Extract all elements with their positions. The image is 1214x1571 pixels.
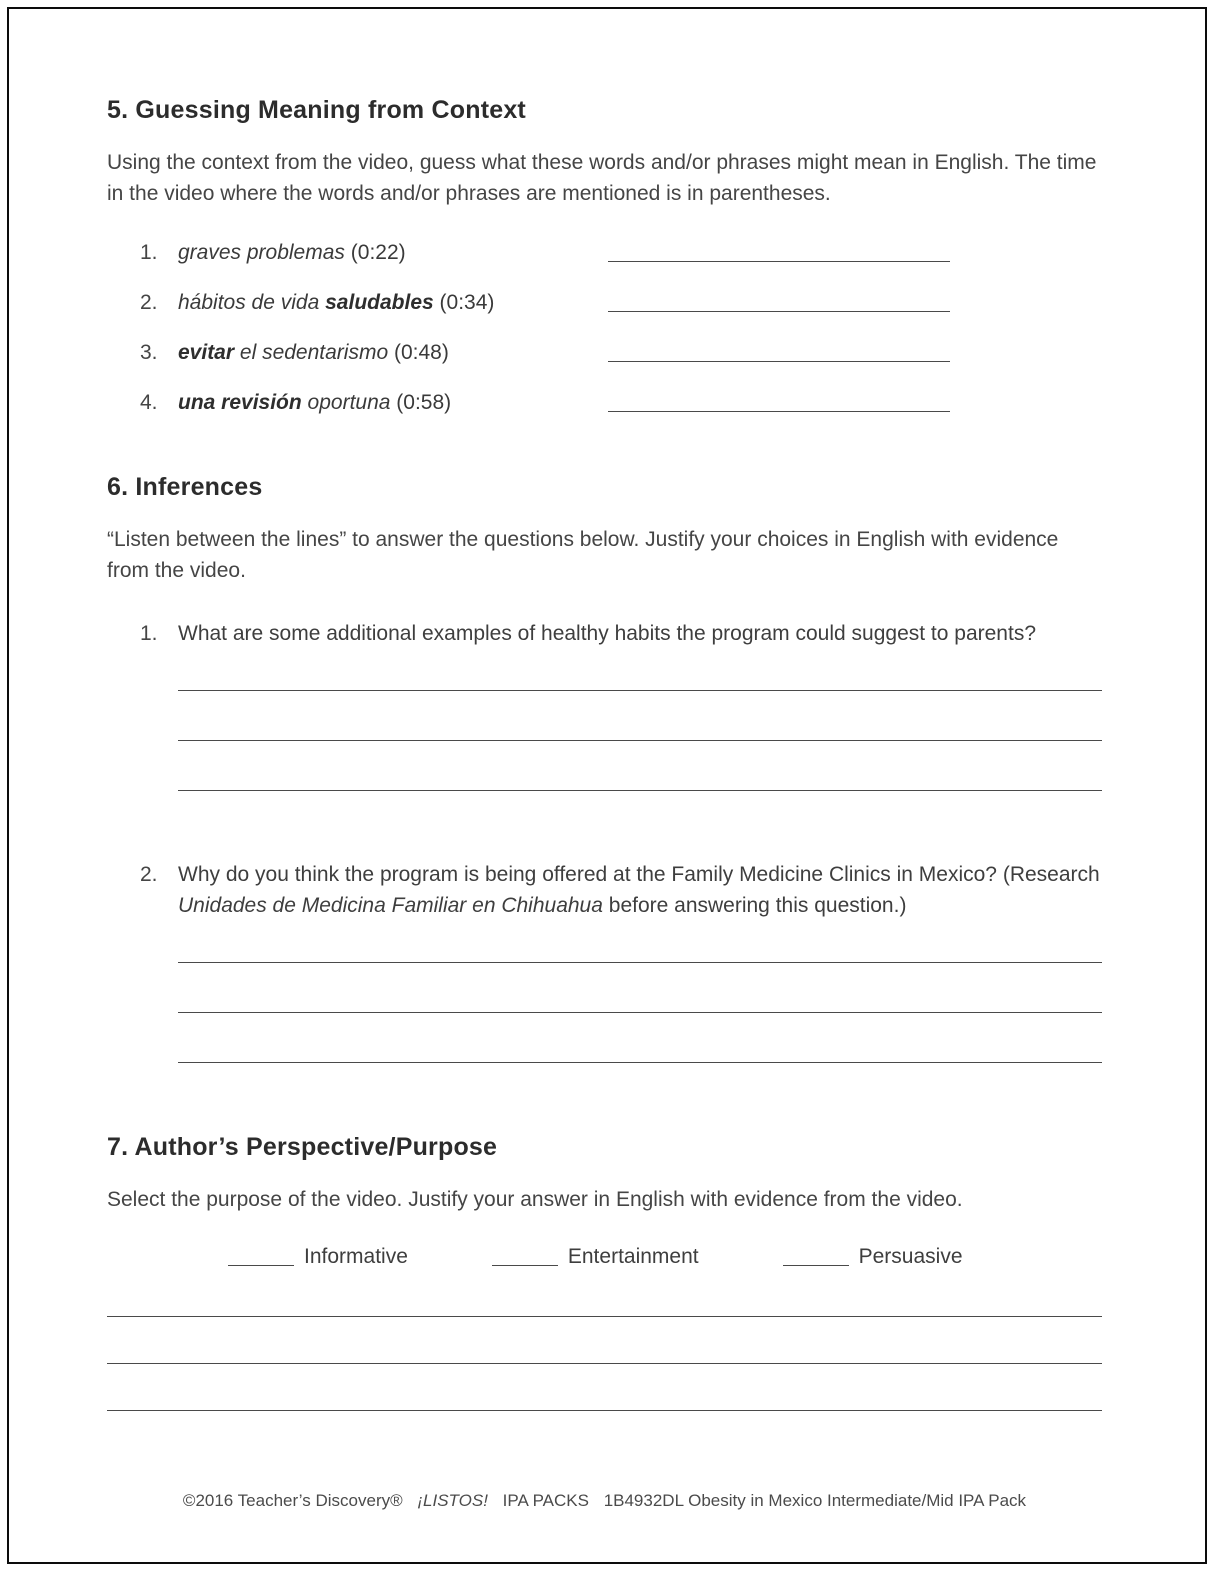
option-label: Persuasive (858, 1245, 963, 1268)
section6-intro: “Listen between the lines” to answer the questions below. Justify your choices in English with evidence from the video. (107, 528, 1059, 582)
vocab-phrase (178, 291, 608, 315)
answer-line[interactable] (178, 921, 1102, 963)
section6-title: 6. Inferences (107, 473, 263, 501)
vocab-phrase-italic: el sedentarismo (239, 341, 389, 364)
item-number: 3. (140, 341, 158, 364)
answer-line[interactable] (608, 361, 950, 362)
vocab-time: (0:48) (393, 341, 449, 364)
question-2 (107, 859, 1102, 1063)
vocab-item-3 (107, 341, 1102, 365)
question-1-row (107, 618, 1102, 649)
item-number: 1. (140, 241, 158, 264)
question-text (178, 859, 1102, 921)
question-text-tail: before answering this question.) (608, 894, 907, 917)
vocab-time: (0:22) (350, 241, 406, 264)
item-number: 4. (140, 391, 158, 414)
question-number: 1. (140, 622, 158, 645)
option-blank-entertainment[interactable] (492, 1265, 558, 1266)
option-persuasive (783, 1245, 963, 1269)
footer-brand: ¡LISTOS! (417, 1491, 488, 1510)
section7-title: 7. Author’s Perspective/Purpose (107, 1133, 498, 1161)
vocab-item-1 (107, 241, 1102, 265)
option-informative (228, 1245, 408, 1269)
vocab-item-2 (107, 291, 1102, 315)
question-1-answers (178, 649, 1102, 791)
option-label: Informative (304, 1245, 408, 1268)
vocab-item-4 (107, 391, 1102, 415)
answer-line[interactable] (608, 411, 950, 412)
question-text-lead: Why do you think the program is being offered at the Family Medicine Clinics in Mexico? (Research (178, 863, 1100, 886)
answer-line[interactable] (107, 1269, 1102, 1317)
item-number: 2. (140, 291, 158, 314)
answer-line[interactable] (608, 261, 950, 262)
section5-intro: Using the context from the video, guess what these words and/or phrases might mean in English. The time in the video where the words and/or phrases are mentioned is in parentheses. (107, 151, 1097, 205)
option-label: Entertainment (567, 1245, 699, 1268)
question-number: 2. (140, 863, 158, 886)
page-footer (107, 1491, 1102, 1511)
vocab-phrase (178, 341, 608, 365)
vocab-time: (0:34) (439, 291, 495, 314)
vocab-phrase-italic: graves problemas (178, 241, 345, 264)
section7-intro: Select the purpose of the video. Justify your answer in English with evidence from the video. (107, 1188, 963, 1211)
answer-line[interactable] (178, 1013, 1102, 1063)
answer-line[interactable] (178, 691, 1102, 741)
vocab-phrase-bold: una revisión (178, 391, 302, 414)
vocab-time: (0:58) (396, 391, 452, 414)
answer-line[interactable] (178, 963, 1102, 1013)
vocab-list (107, 241, 1102, 415)
option-blank-persuasive[interactable] (783, 1265, 849, 1266)
option-blank-informative[interactable] (228, 1265, 294, 1266)
footer-code: 1B4932DL Obesity in Mexico Intermediate/Mid IPA Pack (603, 1491, 1027, 1510)
footer-copyright: ©2016 Teacher’s Discovery® (182, 1491, 403, 1510)
vocab-phrase-bold: evitar (178, 341, 235, 364)
answer-line[interactable] (178, 741, 1102, 791)
answer-line[interactable] (178, 649, 1102, 691)
option-entertainment (492, 1245, 699, 1269)
vocab-phrase (178, 391, 608, 415)
vocab-phrase-italic: oportuna (307, 391, 391, 414)
vocab-phrase (178, 241, 608, 265)
question-1 (107, 618, 1102, 791)
answer-line[interactable] (107, 1317, 1102, 1364)
footer-series: IPA PACKS (502, 1491, 589, 1510)
section5-title: 5. Guessing Meaning from Context (107, 96, 526, 124)
vocab-phrase-bold: saludables (325, 291, 434, 314)
vocab-phrase-italic: hábitos de vida (178, 291, 320, 314)
section7-answers (107, 1269, 1102, 1411)
question-text: What are some additional examples of healthy habits the program could suggest to parents? (178, 622, 1036, 645)
purpose-options (228, 1245, 1102, 1269)
question-text-italic: Unidades de Medicina Familiar en Chihuahua (178, 894, 603, 917)
question-2-answers (178, 921, 1102, 1063)
answer-line[interactable] (608, 311, 950, 312)
answer-line[interactable] (107, 1364, 1102, 1411)
question-2-row (107, 859, 1102, 921)
